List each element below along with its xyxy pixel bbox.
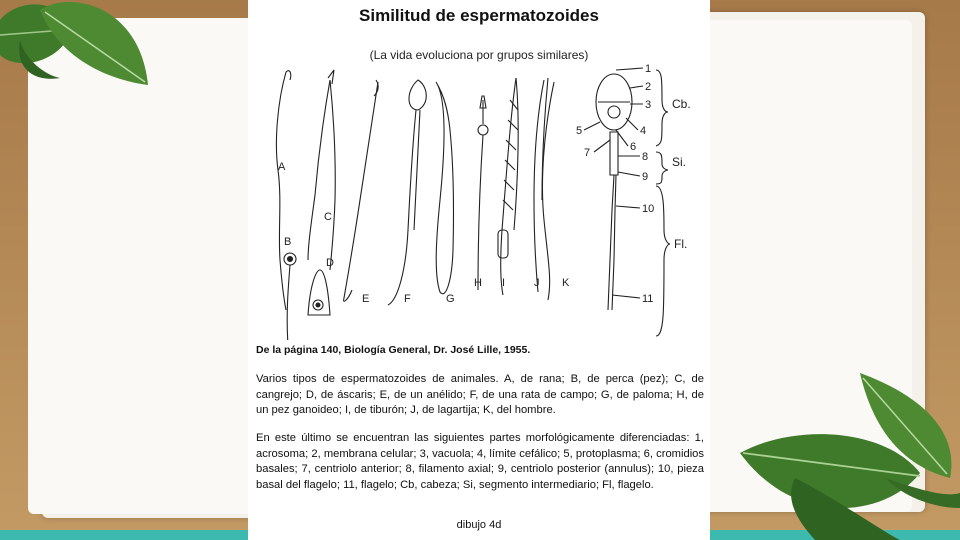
- part-number-4: 4: [640, 125, 647, 137]
- label-j: J: [534, 277, 540, 289]
- label-i: I: [502, 277, 506, 289]
- left-paper-card: [28, 18, 258, 514]
- figure-number: dibujo 4d: [456, 519, 502, 531]
- bracket-label-cb: Cb.: [672, 97, 691, 111]
- part-number-1: 1: [645, 63, 652, 75]
- figure-caption: De la página 140, Biología General, Dr. José Lille, 1955.: [256, 344, 531, 356]
- label-d: D: [326, 257, 334, 269]
- page-subtitle: (La vida evoluciona por grupos similares): [369, 48, 589, 62]
- part-number-11: 11: [642, 293, 654, 305]
- label-a: A: [278, 161, 286, 173]
- page-title: Similitud de espermatozoides: [359, 6, 599, 25]
- part-number-8: 8: [642, 151, 649, 163]
- spermatozoa-drawing: [248, 60, 710, 340]
- label-g: G: [446, 293, 455, 305]
- parts-paragraph: En este último se encuentran las siguientes partes morfológicamente diferenciadas: 1, acrosoma; 2, membrana celular; 3, vacuola; 4, límite cefálico; 5, protoplasma; 6, cromidios basales; 7, centriolo anterior; 8, filamento axial; 9, centriolo posterior (annulus); 10, pieza basal del flagelo; 11, flagelo; Cb, cabeza; Si, segmento intermediario; Fl, flagelo.: [256, 432, 704, 491]
- top-left-leaves-icon: [0, 0, 160, 90]
- label-b: B: [284, 236, 292, 248]
- part-number-9: 9: [642, 171, 649, 183]
- part-number-2: 2: [645, 81, 652, 93]
- bracket-label-si: Si.: [672, 155, 687, 169]
- label-k: K: [562, 277, 570, 289]
- bottom-right-leaves-icon: [735, 368, 960, 540]
- label-f: F: [404, 293, 411, 305]
- part-number-5: 5: [576, 125, 583, 137]
- part-number-10: 10: [642, 203, 655, 215]
- part-number-6: 6: [630, 141, 637, 153]
- label-h: H: [474, 277, 482, 289]
- document-page: [248, 0, 710, 540]
- bracket-label-fl: Fl.: [674, 237, 688, 251]
- part-number-7: 7: [584, 147, 591, 159]
- description-paragraph: Varios tipos de espermatozoides de animales. A, de rana; B, de perca (pez); C, de cangrejo; D, de áscaris; E, de un anélido; F, de una rata de campo; G, de paloma; H, de un pez ganoideo; I, de tiburón; J, de lagartija; K, del hombre.: [256, 373, 704, 416]
- label-c: C: [324, 211, 332, 223]
- label-e: E: [362, 293, 370, 305]
- part-number-3: 3: [645, 99, 652, 111]
